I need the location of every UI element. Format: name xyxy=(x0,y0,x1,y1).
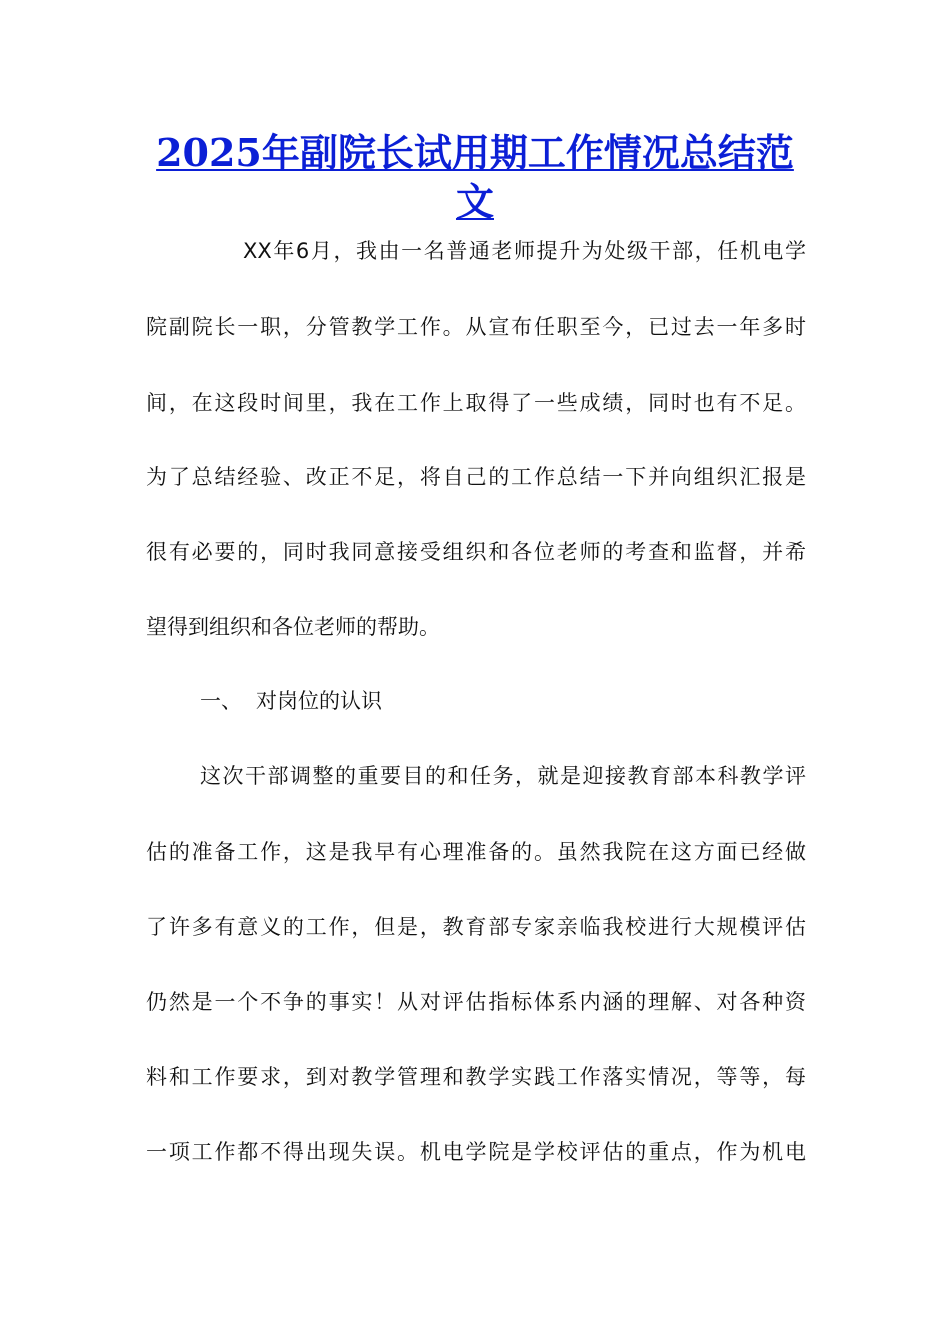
section-number: 一、 xyxy=(200,689,242,713)
paragraph-line: 仍然是一个不争的事实！从对评估指标体系内涵的理解、对各种资 xyxy=(146,990,806,1014)
paragraph-line: 一项工作都不得出现失误。机电学院是学校评估的重点，作为机电 xyxy=(146,1140,806,1164)
paragraph-line: XX年6月，我由一名普通老师提升为处级干部，任机电学 xyxy=(243,239,806,263)
paragraph-line: 这次干部调整的重要目的和任务，就是迎接教育部本科教学评 xyxy=(200,764,806,788)
paragraph-line: 了许多有意义的工作，但是，教育部专家亲临我校进行大规模评估 xyxy=(146,915,806,939)
section-heading xyxy=(200,687,382,715)
section-title: 对岗位的认识 xyxy=(256,689,382,713)
paragraph-line: 估的准备工作，这是我早有心理准备的。虽然我院在这方面已经做 xyxy=(146,840,806,864)
document-title: 2025年副院长试用期工作情况总结范文 xyxy=(156,130,794,224)
paragraph-line: 间，在这段时间里，我在工作上取得了一些成绩，同时也有不足。 xyxy=(146,391,806,415)
paragraph-line: 为了总结经验、改正不足，将自己的工作总结一下并向组织汇报是 xyxy=(146,465,806,489)
paragraph-line: 料和工作要求，到对教学管理和教学实践工作落实情况，等等，每 xyxy=(146,1065,806,1089)
paragraph-line: 很有必要的，同时我同意接受组织和各位老师的考查和监督，并希 xyxy=(146,540,806,564)
paragraph-line: 望得到组织和各位老师的帮助。 xyxy=(146,615,440,639)
paragraph-line: 院副院长一职，分管教学工作。从宣布任职至今，已过去一年多时 xyxy=(146,315,806,339)
